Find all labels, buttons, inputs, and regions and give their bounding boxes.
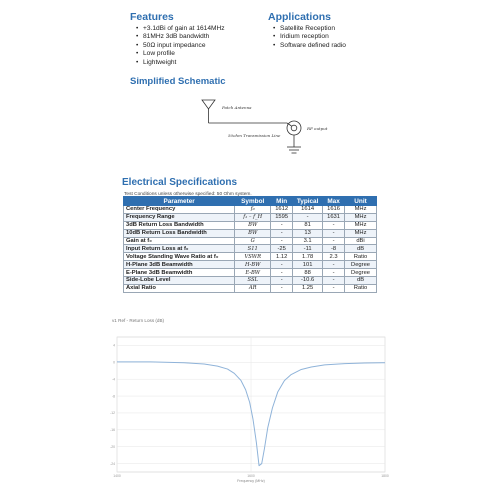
spec-cell-typical: 88 [293, 269, 323, 277]
features-list [136, 25, 225, 67]
spec-row [124, 277, 377, 285]
antenna-label: Patch Antenna [222, 105, 252, 110]
spec-cell-unit: dBi [345, 237, 377, 245]
col-header-unit: Unit [345, 197, 377, 206]
spec-cell-typical: 1.25 [293, 284, 323, 292]
spec-cell-min: - [271, 277, 293, 285]
y-tick-label: -4 [111, 377, 115, 382]
spec-cell-unit: dB [345, 277, 377, 285]
spec-cell-symbol: SSL [235, 277, 271, 285]
rf-connector-inner [291, 125, 297, 131]
spec-cell-max: - [323, 237, 345, 245]
spec-cell-typical: 1614 [293, 206, 323, 214]
spec-cell-unit: MHz [345, 213, 377, 221]
spec-cell-min: - [271, 229, 293, 237]
spec-cell-param: Axial Ratio [124, 284, 235, 292]
spec-cell-typical: 1.78 [293, 253, 323, 261]
spec-cell-max: - [323, 221, 345, 229]
spec-cell-max: -8 [323, 245, 345, 253]
feature-item: • 50Ω input impedance [136, 42, 225, 50]
y-tick-label: -16 [110, 428, 115, 433]
spec-row [124, 229, 377, 237]
spec-row [124, 261, 377, 269]
y-axis-ticks [110, 344, 115, 466]
x-tick-label: 1800 [381, 474, 389, 478]
spec-cell-min: - [271, 237, 293, 245]
spec-cell-param: 10dB Return Loss Bandwidth [124, 229, 235, 237]
spec-cell-max: 1616 [323, 206, 345, 214]
y-tick-label: 4 [113, 343, 115, 348]
antenna-symbol [202, 100, 215, 109]
spec-cell-typical: 13 [293, 229, 323, 237]
spec-cell-min: - [271, 221, 293, 229]
feature-item: • +3.1dBi of gain at 1614MHz [136, 25, 225, 33]
spec-cell-typical: -11 [293, 245, 323, 253]
spec-cell-max: 2.3 [323, 253, 345, 261]
y-tick-label: -24 [110, 461, 115, 466]
y-tick-label: -12 [110, 411, 115, 416]
spec-cell-param: Side-Lobe Level [124, 277, 235, 285]
spec-cell-unit: MHz [345, 221, 377, 229]
spec-cell-param: Center Frequency [124, 206, 235, 214]
spec-row [124, 213, 377, 221]
spec-cell-param: Frequency Range [124, 213, 235, 221]
return-loss-chart [0, 312, 500, 500]
col-header-symbol: Symbol [235, 197, 271, 206]
spec-cell-min: 1595 [271, 213, 293, 221]
spec-cell-symbol: f₀ [235, 206, 271, 214]
x-axis-label: Frequency (MHz) [237, 479, 265, 483]
spec-cell-typical: 101 [293, 261, 323, 269]
spec-table [123, 196, 377, 293]
spec-cell-typical: 3.1 [293, 237, 323, 245]
spec-cell-param: 3dB Return Loss Bandwidth [124, 221, 235, 229]
spec-cell-unit: Degree [345, 261, 377, 269]
spec-cell-symbol: BW [235, 229, 271, 237]
spec-cell-max: - [323, 261, 345, 269]
y-tick-label: -20 [110, 444, 115, 449]
spec-cell-symbol: BW [235, 221, 271, 229]
feature-item: • 81MHz 3dB bandwidth [136, 33, 225, 41]
spec-cell-min: - [271, 261, 293, 269]
application-item: • Satellite Reception [273, 25, 346, 33]
spec-header-row [124, 197, 377, 206]
spec-row [124, 245, 377, 253]
spec-row [124, 253, 377, 261]
spec-cell-max: - [323, 269, 345, 277]
spec-cell-unit: Degree [345, 269, 377, 277]
col-header-min: Min [271, 197, 293, 206]
chart-title: v1 Ref - Return Loss (dB) [112, 318, 165, 323]
spec-cell-symbol: G [235, 237, 271, 245]
spec-table-body [124, 206, 377, 293]
spec-cell-unit: Ratio [345, 284, 377, 292]
applications-title: Applications [268, 11, 332, 23]
spec-cell-max: - [323, 229, 345, 237]
spec-cell-symbol: E-BW [235, 269, 271, 277]
col-header-typical: Typical [293, 197, 323, 206]
spec-row [124, 237, 377, 245]
application-item: • Software defined radio [273, 42, 346, 50]
output-label: RF output [307, 126, 328, 131]
spec-cell-unit: MHz [345, 206, 377, 214]
spec-cell-max: - [323, 284, 345, 292]
spec-cell-unit: Ratio [345, 253, 377, 261]
spec-cell-param: Gain at f₀ [124, 237, 235, 245]
test-conditions: Test Conditions unless otherwise specified: 50 Ohm system. [124, 192, 252, 197]
col-header-max: Max [323, 197, 345, 206]
spec-cell-param: H-Plane 3dB Beamwidth [124, 261, 235, 269]
spec-cell-param: Input Return Loss at f₀ [124, 245, 235, 253]
y-tick-label: 0 [113, 360, 115, 365]
spec-cell-symbol: VSWR [235, 253, 271, 261]
spec-cell-typical: 81 [293, 221, 323, 229]
col-header-parameter: Parameter [124, 197, 235, 206]
spec-cell-symbol: f₁ – f_H [235, 213, 271, 221]
spec-cell-min: -25 [271, 245, 293, 253]
application-item: • Iridium reception [273, 33, 346, 41]
spec-row [124, 221, 377, 229]
spec-cell-max: - [323, 277, 345, 285]
return-loss-chart-svg [0, 312, 500, 500]
rf-connector-outer [287, 121, 301, 135]
x-tick-label: 1600 [247, 474, 255, 478]
spec-cell-symbol: AR [235, 284, 271, 292]
spec-cell-param: Voltage Standing Wave Ratio at f₀ [124, 253, 235, 261]
spec-cell-min: - [271, 269, 293, 277]
spec-cell-min: - [271, 284, 293, 292]
spec-row [124, 206, 377, 214]
feature-item: • Low profile [136, 50, 225, 58]
schematic-title: Simplified Schematic [130, 76, 226, 87]
line-label: 50ohm Transmission Line [228, 133, 281, 138]
x-axis-ticks [113, 474, 389, 478]
x-tick-label: 1400 [113, 474, 121, 478]
spec-row [124, 284, 377, 292]
spec-cell-unit: MHz [345, 229, 377, 237]
spec-row [124, 269, 377, 277]
feature-item: • Lightweight [136, 59, 225, 67]
electrical-specs-title: Electrical Specifications [122, 177, 238, 188]
spec-cell-symbol: S11 [235, 245, 271, 253]
spec-cell-typical: - [293, 213, 323, 221]
spec-cell-min: 1.12 [271, 253, 293, 261]
features-title: Features [130, 11, 174, 23]
spec-cell-max: 1631 [323, 213, 345, 221]
spec-cell-unit: dB [345, 245, 377, 253]
spec-cell-min: 1612 [271, 206, 293, 214]
schematic-diagram [195, 95, 370, 160]
spec-cell-symbol: H-BW [235, 261, 271, 269]
y-tick-label: -8 [111, 394, 115, 399]
applications-list [273, 25, 346, 50]
spec-cell-typical: -10.6 [293, 277, 323, 285]
spec-cell-param: E-Plane 3dB Beamwidth [124, 269, 235, 277]
